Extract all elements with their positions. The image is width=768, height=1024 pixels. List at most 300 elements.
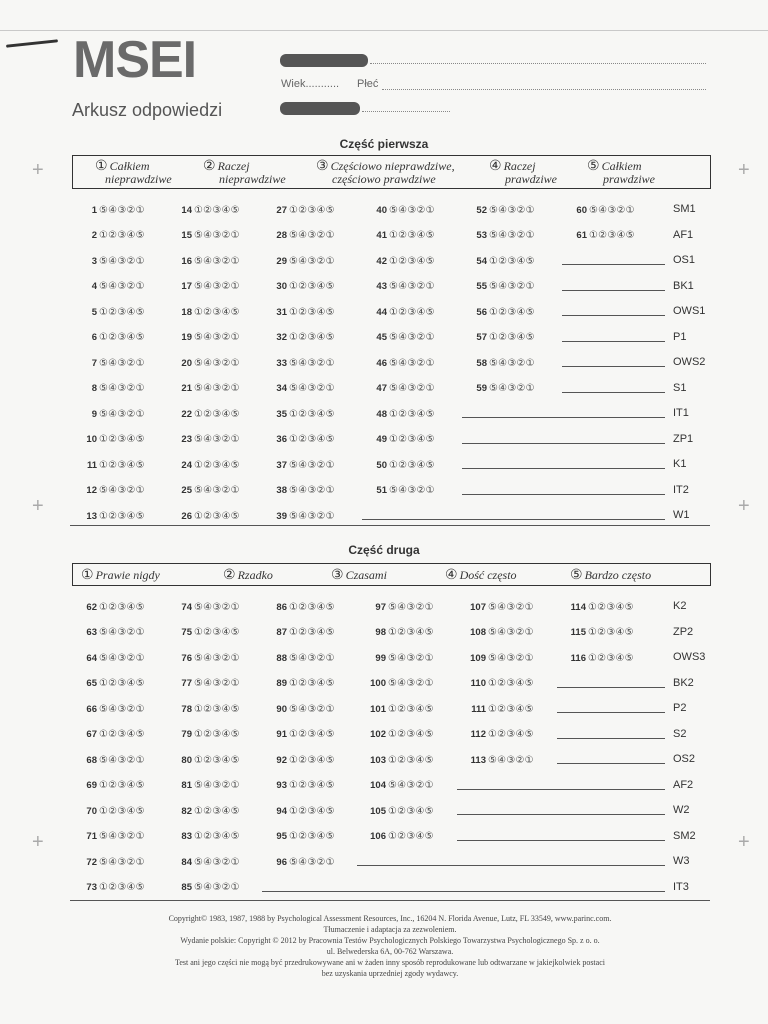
question-item[interactable] [470,382,535,396]
answer-bubbles[interactable]: ⑤④③②① [194,780,240,791]
answer-bubbles[interactable]: ①②③④⑤ [194,754,240,766]
question-number: 97 [375,601,386,613]
answer-bubbles[interactable]: ⑤④③②① [388,601,434,613]
answer-bubbles[interactable]: ①②③④⑤ [389,459,435,471]
question-number: 11 [86,459,97,471]
question-item[interactable] [270,677,335,691]
answer-bubbles[interactable]: ①②③④⑤ [289,780,335,791]
question-item[interactable] [175,484,240,498]
question-item[interactable] [270,484,335,498]
question-item[interactable] [270,254,335,268]
question-item[interactable] [465,677,534,691]
answer-bubbles[interactable]: ①②③④⑤ [289,204,335,216]
question-item[interactable] [570,203,635,217]
answer-row [80,254,710,268]
answer-bubbles[interactable]: ⑤④③②① [194,601,240,613]
question-item[interactable] [370,254,435,268]
question-item[interactable] [370,433,435,447]
question-item[interactable] [175,753,240,767]
question-item[interactable] [80,433,145,447]
question-item[interactable] [175,254,240,268]
answer-bubbles[interactable]: ①②③④⑤ [99,459,145,471]
question-item[interactable] [175,509,240,523]
answer-bubbles[interactable]: ①②③④⑤ [289,627,335,638]
question-item[interactable] [270,651,335,665]
answer-bubbles[interactable]: ①②③④⑤ [389,306,435,318]
answer-bubbles[interactable]: ①②③④⑤ [389,230,435,241]
question-item[interactable] [80,626,145,640]
question-item[interactable] [270,331,335,345]
answer-bubbles[interactable]: ①②③④⑤ [488,729,534,740]
question-item[interactable] [270,305,335,319]
question-item[interactable] [465,626,534,640]
answer-bubbles[interactable]: ⑤④③②① [289,652,335,664]
answer-bubbles[interactable]: ⑤④③②① [488,627,534,638]
question-item[interactable] [270,382,335,396]
answer-bubbles[interactable]: ⑤④③②① [99,754,145,766]
answer-bubbles[interactable]: ①②③④⑤ [194,729,240,740]
question-number: 79 [181,729,192,740]
scale-code: AF1 [673,228,694,241]
answer-bubbles[interactable]: ⑤④③②① [194,332,240,343]
part2-legend [72,563,711,586]
date-line[interactable] [362,111,450,112]
answer-bubbles[interactable]: ⑤④③②① [194,678,240,689]
question-item[interactable] [470,203,535,217]
answer-bubbles[interactable]: ①②③④⑤ [289,601,335,613]
question-number: 100 [370,678,386,689]
question-item[interactable] [175,280,240,294]
answer-bubbles[interactable]: ⑤④③②① [194,856,240,868]
question-number: 74 [181,601,192,613]
question-item[interactable] [175,229,240,243]
question-item[interactable] [370,407,435,421]
question-item[interactable] [80,830,145,844]
answer-bubbles[interactable]: ⑤④③②① [99,856,145,868]
question-item[interactable] [270,407,335,421]
answer-row [80,600,710,614]
question-item[interactable] [80,881,145,895]
answer-bubbles[interactable]: ⑤④③②① [388,678,434,689]
answer-bubbles[interactable]: ⑤④③②① [289,703,335,715]
answer-bubbles[interactable]: ⑤④③②① [388,652,434,664]
scale-code: IT2 [673,483,689,496]
question-item[interactable] [470,254,535,268]
answer-bubbles[interactable]: ⑤④③②① [194,652,240,664]
answer-bubbles[interactable]: ①②③④⑤ [388,831,434,842]
answer-bubbles[interactable]: ⑤④③②① [489,281,535,292]
question-number: 44 [376,306,387,318]
answer-bubbles[interactable]: ⑤④③②① [99,383,145,394]
question-item[interactable] [365,702,434,716]
answer-bubbles[interactable]: ⑤④③②① [389,332,435,343]
question-number: 22 [181,408,192,420]
question-item[interactable] [565,651,634,665]
question-number: 40 [376,204,387,216]
question-number: 59 [476,383,487,394]
question-item[interactable] [175,407,240,421]
question-item[interactable] [270,280,335,294]
question-item[interactable] [365,651,434,665]
answer-bubbles[interactable]: ①②③④⑤ [488,678,534,689]
answer-bubbles[interactable]: ⑤④③②① [194,255,240,267]
answer-row [80,855,710,869]
answer-row [80,458,710,472]
question-number: 8 [91,383,97,394]
question-item[interactable] [80,407,145,421]
question-item[interactable] [80,458,145,472]
answer-bubbles[interactable]: ⑤④③②① [194,383,240,394]
question-item[interactable] [470,280,535,294]
question-item[interactable] [270,804,335,818]
answer-bubbles[interactable]: ①②③④⑤ [99,332,145,343]
answer-row [80,433,710,447]
part2-title: Część druga [348,543,420,557]
answer-bubbles[interactable]: ⑤④③②① [289,510,335,522]
answer-bubbles[interactable]: ⑤④③②① [388,780,434,791]
answer-bubbles[interactable]: ①②③④⑤ [289,408,335,420]
scale-code: OWS3 [673,651,706,663]
answer-bubbles[interactable]: ⑤④③②① [99,408,145,420]
question-number: 106 [370,831,386,842]
registration-mark: + [32,159,44,181]
answer-bubbles[interactable]: ①②③④⑤ [289,281,335,292]
answer-bubbles[interactable]: ⑤④③②① [488,601,534,613]
sex-line[interactable] [382,89,706,90]
question-item[interactable] [365,830,434,844]
legend-option-4: ④ Dość często [445,568,517,583]
question-number: 78 [181,703,192,715]
question-item[interactable] [175,600,240,614]
question-item[interactable] [80,677,145,691]
question-item[interactable] [175,305,240,319]
question-item[interactable] [80,804,145,818]
question-item[interactable] [175,830,240,844]
question-item[interactable] [365,753,434,767]
question-item[interactable] [175,433,240,447]
question-item[interactable] [175,331,240,345]
question-item[interactable] [80,382,145,396]
question-item[interactable] [370,229,435,243]
answer-bubbles[interactable]: ⑤④③②① [289,459,335,471]
answer-bubbles[interactable]: ①②③④⑤ [289,754,335,766]
blank-line [562,341,665,342]
answer-bubbles[interactable]: ①②③④⑤ [489,332,535,343]
answer-bubbles[interactable]: ①②③④⑤ [389,408,435,420]
answer-bubbles[interactable]: ⑤④③②① [289,357,335,369]
question-item[interactable] [270,830,335,844]
question-item[interactable] [565,600,634,614]
answer-bubbles[interactable]: ①②③④⑤ [99,780,145,791]
answer-bubbles[interactable]: ⑤④③②① [488,754,534,766]
blank-line [357,865,665,866]
question-item[interactable] [270,702,335,716]
question-number: 77 [181,678,192,689]
question-item[interactable] [470,331,535,345]
answer-bubbles[interactable]: ⑤④③②① [488,652,534,664]
legend-option-3: ③ Częściowo nieprawdziwe, częściowo prawdziwe [316,159,455,186]
question-number: 14 [181,204,192,216]
question-number: 2 [91,230,97,241]
answer-bubbles[interactable]: ⑤④③②① [99,255,145,267]
question-number: 39 [276,510,287,522]
question-item[interactable] [175,382,240,396]
answer-bubbles[interactable]: ①②③④⑤ [289,434,335,445]
question-item[interactable] [175,356,240,370]
question-item[interactable] [80,855,145,869]
answer-bubbles[interactable]: ①②③④⑤ [194,627,240,638]
question-item[interactable] [175,677,240,691]
pen-mark [6,39,58,47]
question-item[interactable] [470,305,535,319]
question-item[interactable] [80,280,145,294]
answer-bubbles[interactable]: ⑤④③②① [194,434,240,445]
question-number: 26 [181,510,192,522]
question-item[interactable] [470,229,535,243]
question-item[interactable] [80,779,145,793]
answer-bubbles[interactable]: ⑤④③②① [194,357,240,369]
answer-bubbles[interactable]: ⑤④③②① [389,281,435,292]
question-number: 86 [276,601,287,613]
question-item[interactable] [175,651,240,665]
answer-bubbles[interactable]: ⑤④③②① [589,204,635,216]
question-item[interactable] [270,728,335,742]
answer-bubbles[interactable]: ①②③④⑤ [488,703,534,715]
answer-bubbles[interactable]: ①②③④⑤ [388,805,434,817]
answer-bubbles[interactable]: ①②③④⑤ [389,434,435,445]
part1-bottom-rule [70,525,710,526]
answer-bubbles[interactable]: ⑤④③②① [99,485,145,496]
answer-bubbles[interactable]: ①②③④⑤ [99,729,145,740]
answer-bubbles[interactable]: ①②③④⑤ [99,306,145,318]
question-item[interactable] [365,626,434,640]
answer-bubbles[interactable]: ⑤④③②① [289,255,335,267]
answer-bubbles[interactable]: ①②③④⑤ [289,831,335,842]
question-item[interactable] [270,433,335,447]
answer-bubbles[interactable]: ⑤④③②① [99,652,145,664]
legend-option-5: ⑤ Całkiem prawdziwe [587,159,656,186]
answer-bubbles[interactable]: ⑤④③②① [389,357,435,369]
answer-bubbles[interactable]: ①②③④⑤ [99,510,145,522]
answer-bubbles[interactable]: ⑤④③②① [289,856,335,868]
question-item[interactable] [365,779,434,793]
answer-bubbles[interactable]: ①②③④⑤ [588,627,634,638]
question-number: 87 [276,627,287,638]
legend-option-3: ③ Czasami [331,568,387,583]
answer-bubbles[interactable]: ⑤④③②① [289,383,335,394]
question-item[interactable] [565,626,634,640]
answer-bubbles[interactable]: ⑤④③②① [389,485,435,496]
question-number: 4 [91,281,97,292]
question-item[interactable] [175,881,240,895]
question-item[interactable] [370,280,435,294]
question-item[interactable] [80,484,145,498]
question-item[interactable] [175,626,240,640]
answer-bubbles[interactable]: ①②③④⑤ [194,408,240,420]
question-item[interactable] [80,254,145,268]
question-item[interactable] [80,331,145,345]
question-item[interactable] [365,600,434,614]
question-number: 70 [86,805,97,817]
question-item[interactable] [80,651,145,665]
question-item[interactable] [270,356,335,370]
question-item[interactable] [175,702,240,716]
answer-bubbles[interactable]: ⑤④③②① [99,703,145,715]
question-item[interactable] [175,458,240,472]
answer-bubbles[interactable]: ⑤④③②① [194,281,240,292]
scale-code: OWS2 [673,356,706,368]
question-item[interactable] [80,229,145,243]
question-item[interactable] [370,203,435,217]
question-item[interactable] [370,305,435,319]
answer-bubbles[interactable]: ①②③④⑤ [194,459,240,471]
answer-bubbles[interactable]: ①②③④⑤ [194,831,240,842]
answer-bubbles[interactable]: ⑤④③②① [194,882,240,893]
answer-bubbles[interactable]: ①②③④⑤ [289,729,335,740]
question-item[interactable] [80,356,145,370]
question-item[interactable] [80,753,145,767]
question-item[interactable] [370,356,435,370]
question-number: 101 [370,703,386,715]
question-number: 75 [181,627,192,638]
answer-bubbles[interactable]: ①②③④⑤ [99,434,145,445]
question-item[interactable] [270,600,335,614]
answer-bubbles[interactable]: ⑤④③②① [194,485,240,496]
question-item[interactable] [175,728,240,742]
answer-bubbles[interactable]: ①②③④⑤ [194,204,240,216]
answer-bubbles[interactable]: ①②③④⑤ [388,754,434,766]
answer-bubbles[interactable]: ⑤④③②① [389,383,435,394]
answer-row [80,779,710,793]
question-item[interactable] [175,855,240,869]
question-item[interactable] [270,229,335,243]
question-item[interactable] [465,753,534,767]
question-item[interactable] [465,728,534,742]
question-number: 55 [476,281,487,292]
answer-row [80,626,710,640]
answer-bubbles[interactable]: ①②③④⑤ [99,882,145,893]
answer-bubbles[interactable]: ①②③④⑤ [588,652,634,664]
answer-bubbles[interactable]: ⑤④③②① [194,230,240,241]
question-number: 62 [86,601,97,613]
question-item[interactable] [465,702,534,716]
answer-bubbles[interactable]: ⑤④③②① [99,204,145,216]
question-number: 23 [181,434,192,445]
question-number: 6 [91,332,97,343]
question-item[interactable] [465,600,534,614]
scale-code: OS2 [673,753,696,765]
question-item[interactable] [80,305,145,319]
scale-code: BK2 [673,676,694,689]
scale-code: W1 [673,509,690,521]
answer-bubbles[interactable]: ①②③④⑤ [389,255,435,267]
answer-bubbles[interactable]: ⑤④③②① [99,281,145,292]
answer-bubbles[interactable]: ①②③④⑤ [194,510,240,522]
question-number: 27 [276,204,287,216]
answer-row [80,331,710,345]
question-item[interactable] [570,229,635,243]
answer-bubbles[interactable]: ①②③④⑤ [99,230,145,241]
question-item[interactable] [80,509,145,523]
answer-bubbles[interactable]: ①②③④⑤ [489,306,535,318]
question-item[interactable] [270,626,335,640]
question-item[interactable] [370,458,435,472]
answer-bubbles[interactable]: ⑤④③②① [99,831,145,842]
part1-title: Część pierwsza [339,137,429,151]
question-item[interactable] [80,728,145,742]
answer-bubbles[interactable]: ①②③④⑤ [194,306,240,318]
question-item[interactable] [80,203,145,217]
answer-bubbles[interactable]: ①②③④⑤ [99,805,145,817]
question-item[interactable] [270,458,335,472]
question-item[interactable] [365,677,434,691]
answer-bubbles[interactable]: ①②③④⑤ [289,332,335,343]
question-item[interactable] [175,804,240,818]
answer-bubbles[interactable]: ⑤④③②① [289,485,335,496]
scale-code: S1 [673,381,687,394]
answer-bubbles[interactable]: ①②③④⑤ [99,678,145,689]
legend-option-2: ② Raczej nieprawdziwe [203,159,286,186]
answer-bubbles[interactable]: ①②③④⑤ [194,805,240,817]
answer-bubbles[interactable]: ①②③④⑤ [589,230,635,241]
question-number: 51 [376,485,387,496]
question-item[interactable] [365,728,434,742]
question-item[interactable] [270,779,335,793]
answer-bubbles[interactable]: ①②③④⑤ [289,678,335,689]
answer-bubbles[interactable]: ①②③④⑤ [289,306,335,318]
answer-bubbles[interactable]: ⑤④③②① [99,627,145,638]
answer-bubbles[interactable]: ①②③④⑤ [289,805,335,817]
name-line[interactable] [370,63,706,64]
question-item[interactable] [370,331,435,345]
answer-bubbles[interactable]: ⑤④③②① [489,383,535,394]
question-item[interactable] [80,600,145,614]
question-item[interactable] [370,484,435,498]
question-item[interactable] [370,382,435,396]
answer-bubbles[interactable]: ⑤④③②① [289,230,335,241]
answer-bubbles[interactable]: ⑤④③②① [389,204,435,216]
answer-bubbles[interactable]: ①②③④⑤ [588,601,634,613]
question-item[interactable] [270,203,335,217]
question-number: 71 [86,831,97,842]
question-number: 76 [181,652,192,664]
question-item[interactable] [175,779,240,793]
answer-bubbles[interactable]: ①②③④⑤ [388,703,434,715]
question-item[interactable] [175,203,240,217]
question-item[interactable] [80,702,145,716]
answer-bubbles[interactable]: ①②③④⑤ [489,255,535,267]
logo: MSEI [73,31,197,89]
question-item[interactable] [470,356,535,370]
answer-bubbles[interactable]: ⑤④③②① [99,357,145,369]
answer-bubbles[interactable]: ⑤④③②① [489,230,535,241]
answer-bubbles[interactable]: ①②③④⑤ [388,729,434,740]
answer-bubbles[interactable]: ⑤④③②① [489,204,535,216]
scale-code: AF2 [673,778,694,791]
answer-bubbles[interactable]: ①②③④⑤ [194,703,240,715]
question-item[interactable] [365,804,434,818]
question-item[interactable] [465,651,534,665]
question-item[interactable] [270,753,335,767]
answer-bubbles[interactable]: ①②③④⑤ [388,627,434,638]
blank-line [457,814,665,815]
copyright-footer [90,913,690,979]
answer-bubbles[interactable]: ⑤④③②① [489,357,535,369]
question-item[interactable] [270,855,335,869]
question-item[interactable] [270,509,335,523]
answer-bubbles[interactable]: ①②③④⑤ [99,601,145,613]
scale-code: W2 [673,804,690,816]
